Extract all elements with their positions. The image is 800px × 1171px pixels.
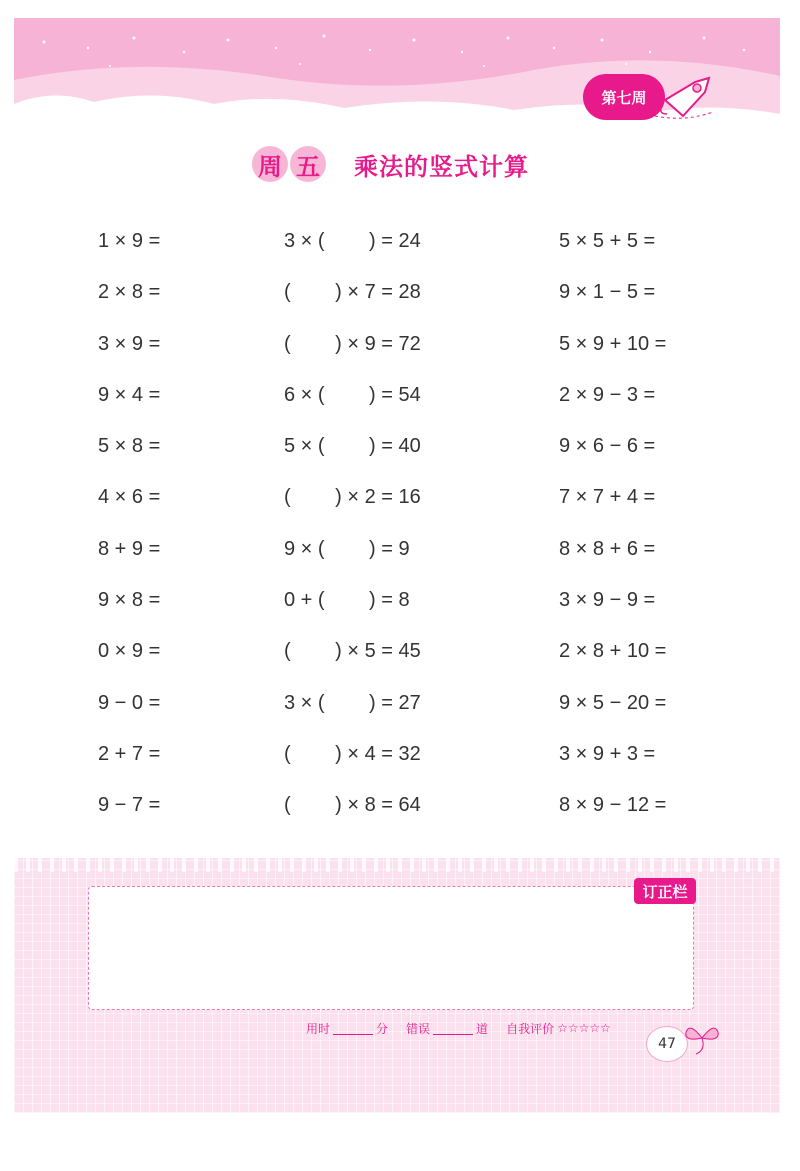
problem-cell: 5 × 9 + 10 = (559, 332, 667, 355)
correction-area[interactable] (88, 886, 694, 1010)
problem-cell: 9 × 6 − 6 = (559, 435, 656, 458)
rocket-icon (655, 72, 719, 120)
problem-row (98, 524, 718, 575)
problem-cell: 9 × 1 − 5 = (559, 281, 656, 304)
problem-row (98, 267, 718, 318)
problem-cell: 9 × 8 = (98, 589, 161, 612)
problem-cell: 3 × ( ) = 27 (284, 691, 421, 714)
problem-cell: 5 × 5 + 5 = (559, 230, 656, 252)
error-unit: 道 (476, 1021, 489, 1036)
page-title (252, 144, 529, 184)
problem-row (98, 729, 718, 780)
day-chip-1: 周 (252, 146, 288, 182)
footer-panel (14, 858, 780, 1113)
time-unit: 分 (376, 1021, 389, 1036)
evaluation-row (306, 1018, 611, 1038)
problem-cell: 7 × 7 + 4 = (559, 486, 656, 509)
problem-grid (98, 216, 718, 832)
problem-cell: 4 × 6 = (98, 486, 161, 509)
problem-row (98, 319, 718, 370)
problem-row (98, 421, 718, 472)
problem-cell: ( ) × 5 = 45 (284, 640, 421, 663)
problem-row (98, 678, 718, 729)
time-blank[interactable] (333, 1022, 373, 1035)
problem-row (98, 370, 718, 421)
problem-cell: 8 × 9 − 12 = (559, 794, 667, 817)
problem-row (98, 575, 718, 626)
problem-cell: 3 × ( ) = 24 (284, 230, 421, 252)
problem-cell: 9 × 4 = (98, 383, 161, 406)
butterfly-icon (682, 1018, 722, 1058)
problem-cell: ( ) × 7 = 28 (284, 281, 421, 304)
page-number: 47 (646, 1026, 688, 1062)
problem-cell: ( ) × 9 = 72 (284, 332, 421, 355)
self-eval-label: 自我评价 (506, 1021, 555, 1036)
time-label: 用时 (306, 1021, 331, 1036)
problem-cell: 0 × 9 = (98, 640, 161, 663)
problem-cell: ( ) × 4 = 32 (284, 742, 421, 765)
problem-cell: 1 × 9 = (98, 230, 161, 252)
correction-label: 订正栏 (634, 878, 696, 904)
perforated-edge (14, 858, 780, 872)
problem-cell: 8 + 9 = (98, 537, 161, 560)
problem-row (98, 216, 718, 267)
problem-cell: 3 × 9 − 9 = (559, 589, 656, 612)
problem-cell: 5 × ( ) = 40 (284, 435, 421, 458)
problem-row (98, 472, 718, 523)
problem-cell: 9 × 5 − 20 = (559, 691, 667, 714)
problem-cell: 6 × ( ) = 54 (284, 383, 421, 406)
week-badge: 第七周 (583, 74, 665, 120)
problem-cell: 9 − 7 = (98, 794, 161, 817)
problem-cell: 9 − 0 = (98, 691, 161, 714)
problem-cell: ( ) × 8 = 64 (284, 794, 421, 817)
problem-cell: 2 × 9 − 3 = (559, 383, 656, 406)
error-label: 错误 (406, 1021, 431, 1036)
day-chip-2: 五 (290, 146, 326, 182)
problem-cell: 2 × 8 = (98, 281, 161, 304)
problem-cell: 8 × 8 + 6 = (559, 537, 656, 560)
problem-row (98, 626, 718, 677)
problem-cell: 0 + ( ) = 8 (284, 589, 410, 612)
star-rating[interactable]: ☆☆☆☆☆ (557, 1021, 611, 1035)
error-blank[interactable] (433, 1022, 473, 1035)
problem-cell: ( ) × 2 = 16 (284, 486, 421, 509)
problem-cell: 5 × 8 = (98, 435, 161, 458)
problem-row (98, 780, 718, 831)
problem-cell: 3 × 9 = (98, 332, 161, 355)
title-text: 乘法的竖式计算 (354, 152, 529, 181)
problem-cell: 2 × 8 + 10 = (559, 640, 667, 663)
problem-cell: 2 + 7 = (98, 742, 161, 765)
problem-cell: 9 × ( ) = 9 (284, 537, 410, 560)
problem-cell: 3 × 9 + 3 = (559, 742, 656, 765)
